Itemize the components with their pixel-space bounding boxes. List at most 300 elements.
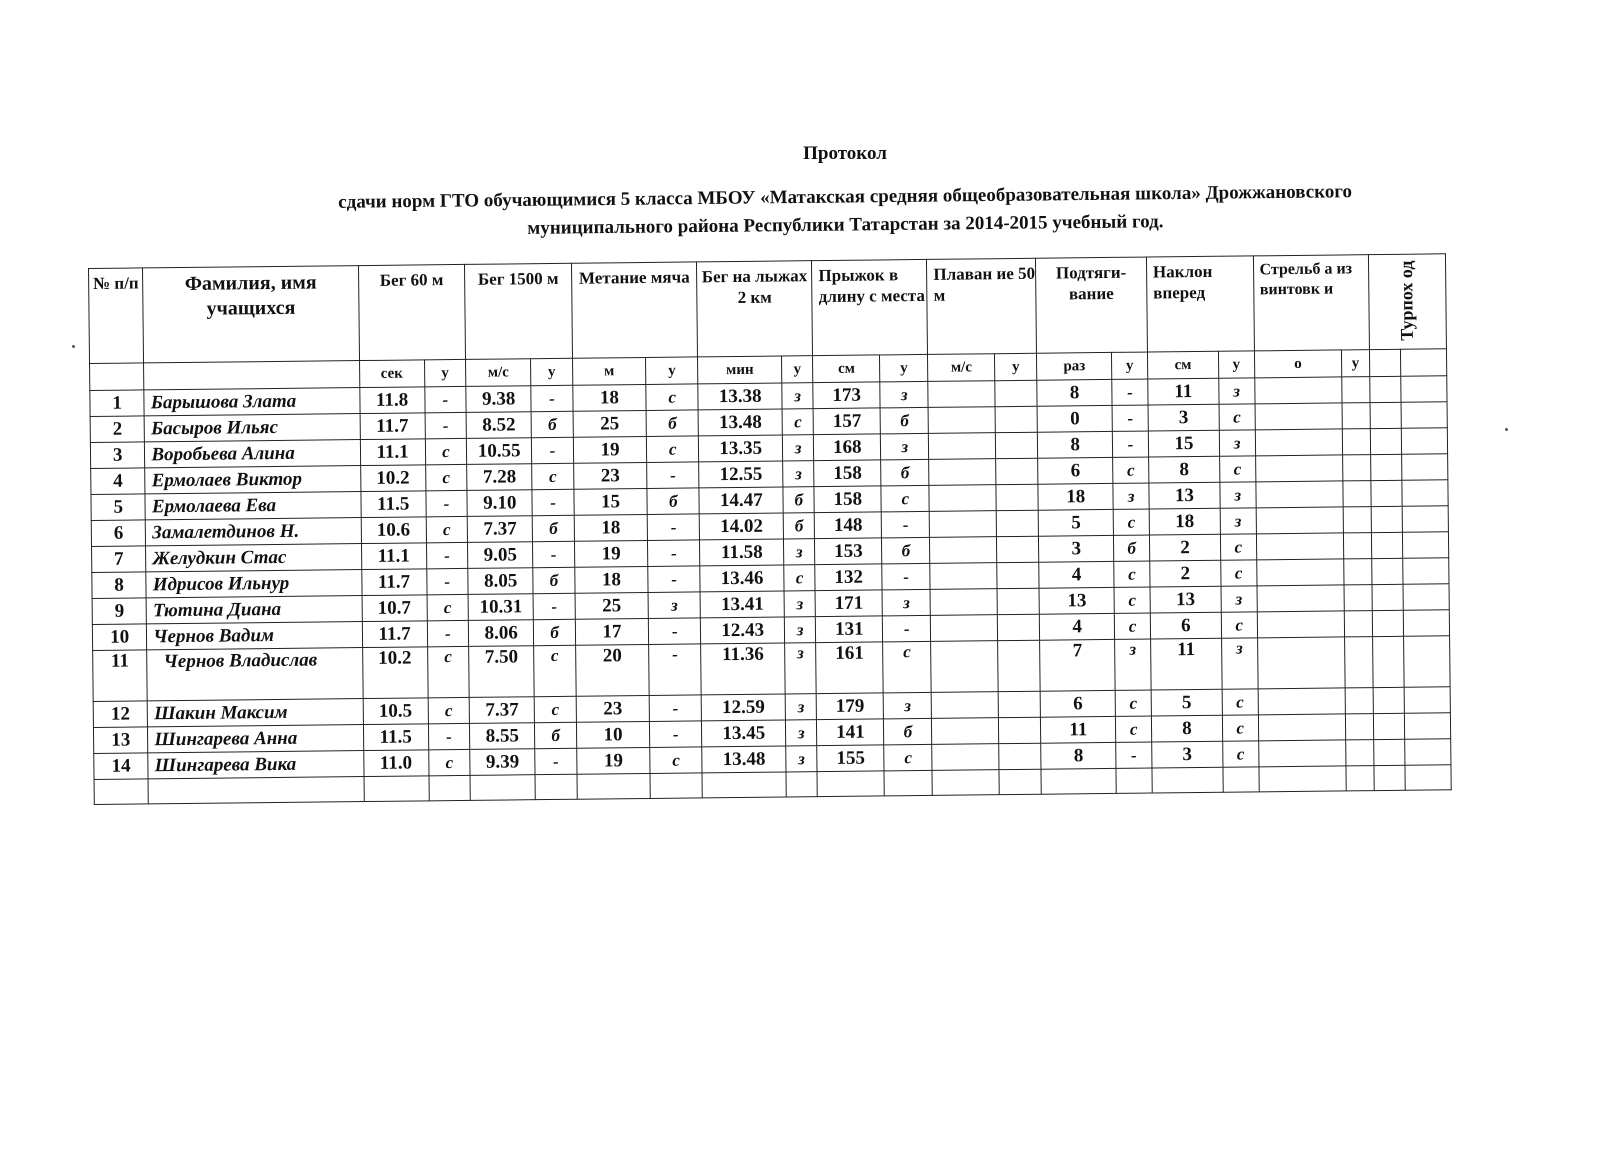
cell-gpul: с (1115, 613, 1151, 639)
cell-jmp: 141 (817, 719, 884, 746)
header-hike-cell (1368, 254, 1447, 350)
cell-g1500: - (533, 593, 575, 619)
cell-empty (998, 691, 1040, 717)
unit-cell: см (813, 355, 880, 383)
cell-pul: 8 (1037, 431, 1113, 458)
cell-empty (1255, 429, 1343, 456)
results-body (90, 376, 1451, 780)
header-num: № п/п (89, 268, 144, 364)
cell-gpul: с (1116, 716, 1152, 742)
cell-gbnd: с (1222, 715, 1258, 741)
cell-r60: 11.1 (361, 543, 426, 570)
cell-ski: 13.45 (702, 720, 786, 747)
cell-empty (1372, 584, 1404, 610)
cell-thr: 19 (573, 436, 646, 463)
cell-r1500: 9.39 (470, 749, 535, 776)
page-title: Протокол (803, 143, 887, 164)
cell-empty (996, 458, 1038, 484)
cell-gski: з (786, 746, 818, 772)
cell-name: Ермолаев Виктор (145, 466, 361, 494)
header-ski: Бег на лыжах 2 км (697, 261, 813, 357)
cell-empty (995, 406, 1037, 432)
cell-g1500: - (531, 385, 573, 411)
cell-jmp: 132 (815, 564, 882, 591)
cell-r60: 10.2 (362, 647, 427, 699)
cell-r1500: 7.28 (467, 464, 532, 491)
cell-empty (1404, 713, 1450, 739)
cell-empty (998, 640, 1040, 691)
cell-empty (1343, 429, 1370, 455)
cell-jmp: 153 (815, 538, 882, 565)
cell-gpul: с (1114, 587, 1150, 613)
cell-ski: 13.48 (702, 746, 786, 773)
header-hike: Турпох од (1395, 260, 1417, 341)
header-run1500: Бег 1500 м (465, 263, 573, 359)
cell-pul: 4 (1039, 613, 1115, 640)
cell-jmp: 157 (813, 408, 880, 435)
cell-empty (930, 589, 997, 616)
cell-empty (1257, 585, 1345, 612)
cell-r1500: 9.38 (466, 386, 531, 413)
cell-n: 9 (92, 598, 147, 625)
cell-empty (1404, 687, 1450, 713)
cell-g1500: б (533, 619, 575, 645)
cell-gthr: з (648, 592, 701, 619)
cell-empty (997, 536, 1039, 562)
unit-cell: у (1218, 351, 1254, 378)
cell-gthr: с (646, 384, 699, 411)
cell-name: Шакин Максим (148, 699, 364, 727)
cell-gthr: с (650, 747, 703, 774)
cell-empty (1373, 739, 1405, 765)
cell-jmp: 155 (817, 745, 884, 772)
cell-empty (932, 692, 999, 719)
cell-ski: 12.43 (701, 617, 785, 644)
cell-bnd: 13 (1149, 482, 1220, 509)
cell-r60: 10.5 (363, 698, 428, 725)
header-throw: Метание мяча (571, 262, 697, 358)
cell-jmp: 161 (816, 642, 883, 694)
cell-thr: 18 (574, 514, 647, 541)
cell-empty (1344, 533, 1371, 559)
cell-r60: 11.7 (362, 621, 427, 648)
cell-gski: з (784, 591, 816, 617)
cell-empty (1344, 559, 1371, 585)
unit-cell: у (1112, 352, 1148, 379)
cell-g60: - (427, 620, 469, 646)
cell-gthr: - (648, 566, 701, 593)
cell-empty (996, 484, 1038, 510)
scan-speck (72, 345, 75, 348)
cell-empty (1342, 403, 1369, 429)
cell-pul: 13 (1039, 587, 1115, 614)
cell-name: Барышова Злата (144, 388, 360, 416)
cell-empty (1342, 377, 1369, 403)
cell-empty (1371, 532, 1403, 558)
cell-bnd: 15 (1148, 430, 1219, 457)
cell-g1500: - (533, 541, 575, 567)
cell-ski: 13.46 (700, 565, 784, 592)
cell-g1500: б (532, 515, 574, 541)
cell-gjmp: - (882, 563, 930, 590)
cell-pul: 7 (1040, 639, 1116, 691)
cell-gbnd: з (1221, 586, 1257, 612)
cell-empty (1257, 637, 1345, 689)
cell-empty (1403, 558, 1449, 584)
cell-g60: с (425, 464, 467, 490)
cell-g1500: с (534, 696, 576, 722)
header-row (89, 254, 1447, 364)
cell-gpul: с (1114, 509, 1150, 535)
cell-empty (1370, 454, 1402, 480)
header-swim: Плаван ие 50 м (927, 258, 1037, 354)
unit-cell: м (572, 357, 645, 385)
cell-pul: 4 (1039, 561, 1115, 588)
unit-cell: у (1342, 350, 1369, 377)
cell-gbnd: с (1221, 612, 1257, 638)
cell-bnd: 3 (1148, 404, 1219, 431)
cell-n: 5 (91, 494, 146, 521)
cell-gthr: - (648, 618, 701, 645)
cell-gski: з (783, 539, 815, 565)
cell-r1500: 8.06 (469, 620, 534, 647)
cell-bnd: 8 (1151, 715, 1222, 742)
page-subtitle (225, 177, 1466, 245)
cell-r1500: 7.50 (469, 646, 534, 698)
cell-gski: з (783, 461, 815, 487)
unit-cell: у (880, 354, 928, 382)
cell-pul: 6 (1038, 457, 1114, 484)
cell-bnd: 5 (1151, 689, 1222, 716)
cell-jmp: 158 (814, 486, 881, 513)
cell-gthr: - (647, 462, 700, 489)
cell-empty (1401, 402, 1447, 428)
cell-r1500: 10.31 (468, 594, 533, 621)
cell-empty (1258, 714, 1346, 741)
cell-gpul: - (1112, 379, 1148, 405)
cell-g60: с (428, 697, 470, 723)
cell-ski: 12.59 (702, 694, 786, 721)
cell-gthr: б (647, 488, 700, 515)
unit-cell: у (782, 356, 814, 383)
cell-n: 8 (92, 572, 147, 599)
cell-empty (1405, 739, 1451, 765)
cell-gpul: з (1113, 483, 1149, 509)
cell-empty (931, 641, 998, 693)
cell-g60: с (425, 438, 467, 464)
cell-empty (1402, 480, 1448, 506)
cell-gbnd: з (1220, 508, 1256, 534)
cell-gjmp: б (882, 537, 930, 564)
cell-pul: 3 (1039, 535, 1115, 562)
cell-r1500: 7.37 (469, 697, 534, 724)
cell-empty (1402, 532, 1448, 558)
cell-gjmp: з (882, 589, 930, 616)
cell-jmp: 148 (815, 512, 882, 539)
cell-n: 2 (90, 416, 145, 443)
cell-n: 1 (90, 390, 145, 417)
cell-gjmp: з (883, 692, 931, 719)
cell-jmp: 168 (814, 434, 881, 461)
cell-r1500: 9.05 (468, 542, 533, 569)
cell-pul: 6 (1040, 690, 1116, 717)
cell-empty (1343, 455, 1370, 481)
cell-r1500: 8.05 (468, 568, 533, 595)
cell-empty (1370, 402, 1402, 428)
cell-name: Идрисов Ильнур (146, 570, 362, 598)
cell-empty (996, 510, 1038, 536)
cell-empty (929, 433, 996, 460)
cell-jmp: 158 (814, 460, 881, 487)
unit-cell: мин (698, 356, 782, 384)
cell-gpul: - (1116, 742, 1152, 768)
cell-thr: 19 (574, 540, 647, 567)
cell-thr: 23 (574, 462, 647, 489)
cell-n: 12 (93, 701, 148, 728)
cell-empty (1373, 687, 1405, 713)
cell-thr: 25 (573, 410, 646, 437)
cell-name: Желудкин Стас (146, 544, 362, 572)
cell-empty (1255, 481, 1343, 508)
cell-empty (998, 614, 1040, 640)
cell-gpul: - (1112, 405, 1148, 431)
cell-g1500: - (532, 489, 574, 515)
cell-g1500: б (531, 411, 573, 437)
header-pullup: Подтяги- вание (1036, 257, 1148, 353)
cell-empty (1403, 636, 1450, 687)
cell-pul: 18 (1038, 483, 1114, 510)
cell-empty (932, 744, 999, 771)
cell-empty (930, 537, 997, 564)
cell-empty (999, 743, 1041, 769)
cell-bnd: 2 (1149, 534, 1220, 561)
units-blank-num (90, 363, 145, 391)
cell-g1500: с (534, 645, 576, 696)
cell-empty (1256, 507, 1344, 534)
cell-r1500: 8.52 (466, 412, 531, 439)
header-jump: Прыжок в длину с места (812, 259, 928, 355)
cell-name: Шингарева Анна (148, 725, 364, 753)
header-name: Фамилия, имя учащихся (143, 266, 359, 363)
cell-r60: 11.0 (363, 750, 428, 777)
unit-cell: сек (359, 360, 424, 388)
cell-g60: - (424, 386, 466, 412)
results-table-wrapper (88, 253, 1452, 805)
cell-gpul: з (1115, 639, 1151, 690)
unit-cell: у (424, 359, 466, 386)
cell-empty (1255, 455, 1343, 482)
cell-gbnd: з (1219, 378, 1255, 404)
cell-gski: з (785, 720, 817, 746)
cell-empty (929, 485, 996, 512)
cell-bnd: 13 (1150, 586, 1221, 613)
cell-thr: 25 (575, 592, 648, 619)
cell-r1500: 8.55 (470, 723, 535, 750)
cell-gthr: - (649, 695, 702, 722)
cell-bnd: 11 (1150, 638, 1222, 690)
cell-g1500: б (535, 722, 577, 748)
unit-cell: см (1147, 351, 1218, 379)
cell-empty (930, 511, 997, 538)
cell-empty (1373, 713, 1405, 739)
cell-gbnd: с (1220, 534, 1256, 560)
cell-g60: - (428, 723, 470, 749)
cell-empty (928, 407, 995, 434)
cell-ski: 13.48 (698, 409, 782, 436)
cell-gbnd: з (1222, 638, 1258, 689)
cell-empty (1257, 611, 1345, 638)
cell-thr: 10 (576, 721, 649, 748)
cell-thr: 23 (576, 695, 649, 722)
cell-g60: - (425, 490, 467, 516)
cell-gthr: с (646, 436, 699, 463)
cell-gthr: - (650, 721, 703, 748)
cell-gjmp: з (881, 433, 929, 460)
cell-pul: 8 (1041, 742, 1117, 769)
cell-r60: 11.7 (361, 569, 426, 596)
cell-empty (1402, 506, 1448, 532)
subtitle-line-1: сдачи норм ГТО обучающимися 5 класса МБОУ «Матакская средняя общеобразовательная школа» Дрожжановского (338, 181, 1353, 213)
cell-ski: 13.41 (700, 591, 784, 618)
cell-r60: 10.2 (360, 465, 425, 492)
cell-gjmp: с (881, 485, 929, 512)
cell-g60: с (426, 516, 468, 542)
cell-name: Чернов Владислав (147, 648, 363, 701)
cell-bnd: 3 (1152, 741, 1223, 768)
unit-cell: о (1254, 350, 1342, 378)
cell-empty (1254, 377, 1342, 404)
cell-empty (1372, 610, 1404, 636)
cell-bnd: 18 (1149, 508, 1220, 535)
cell-gbnd: с (1220, 456, 1256, 482)
header-bend: Наклон вперед (1146, 256, 1254, 352)
unit-cell: у (531, 358, 573, 385)
cell-gjmp: б (881, 459, 929, 486)
cell-gski: б (783, 487, 815, 513)
cell-gbnd: з (1220, 482, 1256, 508)
cell-empty (1345, 611, 1372, 637)
cell-g1500: - (535, 748, 577, 774)
cell-ski: 11.58 (700, 539, 784, 566)
cell-gbnd: с (1219, 404, 1255, 430)
cell-empty (1401, 454, 1447, 480)
unit-cell: у (646, 357, 699, 385)
cell-ski: 12.55 (699, 461, 783, 488)
cell-empty (995, 380, 1037, 406)
cell-gjmp: с (884, 744, 932, 771)
cell-r60: 11.1 (360, 439, 425, 466)
cell-n: 11 (93, 650, 148, 702)
cell-ski: 13.38 (698, 383, 782, 410)
cell-thr: 20 (576, 644, 650, 696)
cell-name: Шингарева Вика (148, 751, 364, 779)
cell-ski: 13.35 (699, 435, 783, 462)
cell-gski: с (782, 409, 814, 435)
unit-cell: у (995, 353, 1037, 380)
cell-ski: 14.47 (699, 487, 783, 514)
cell-name: Тютина Диана (146, 596, 362, 624)
cell-g60: с (427, 594, 469, 620)
subtitle-line-2: муниципального района Республики Татарстан за 2014-2015 учебный год. (527, 210, 1164, 239)
cell-g60: - (426, 542, 468, 568)
cell-empty (997, 562, 1039, 588)
cell-n: 13 (93, 727, 148, 754)
unit-cell: м/с (928, 354, 995, 382)
cell-n: 14 (94, 753, 149, 780)
unit-cell (1400, 349, 1446, 376)
cell-thr: 18 (575, 566, 648, 593)
cell-empty (1258, 740, 1346, 767)
cell-name: Басыров Ильяс (144, 414, 360, 442)
cell-gjmp: б (884, 718, 932, 745)
cell-jmp: 179 (817, 693, 884, 720)
cell-thr: 17 (575, 618, 648, 645)
cell-empty (997, 588, 1039, 614)
cell-empty (929, 459, 996, 486)
cell-empty (1344, 585, 1371, 611)
header-shoot: Стрельб а из винтовк и (1253, 255, 1369, 351)
cell-gpul: б (1114, 535, 1150, 561)
cell-empty (1345, 688, 1372, 714)
cell-empty (928, 381, 995, 408)
cell-r60: 10.7 (362, 595, 427, 622)
cell-g60: с (427, 646, 469, 697)
cell-empty (1370, 480, 1402, 506)
cell-gjmp: - (881, 511, 929, 538)
cell-empty (1343, 507, 1370, 533)
cell-gski: з (785, 694, 817, 720)
cell-ski: 14.02 (700, 513, 784, 540)
cell-gbnd: с (1222, 689, 1258, 715)
cell-gpul: с (1113, 457, 1149, 483)
cell-r60: 11.7 (360, 413, 425, 440)
cell-gpul: с (1114, 561, 1150, 587)
cell-empty (1372, 636, 1404, 687)
results-table (88, 253, 1452, 805)
cell-r60: 10.6 (361, 517, 426, 544)
cell-jmp: 171 (815, 590, 882, 617)
cell-pul: 0 (1037, 405, 1113, 432)
cell-empty (1403, 610, 1449, 636)
cell-empty (1370, 428, 1402, 454)
cell-gski: з (782, 435, 814, 461)
cell-g60: - (426, 568, 468, 594)
cell-empty (1345, 637, 1373, 688)
cell-g1500: б (533, 567, 575, 593)
cell-empty (1346, 714, 1373, 740)
cell-n: 7 (92, 546, 147, 573)
cell-gjmp: с (883, 641, 932, 693)
cell-gpul: с (1115, 690, 1151, 716)
unit-cell: м/с (466, 359, 531, 387)
cell-gthr: - (648, 540, 701, 567)
cell-empty (1256, 559, 1344, 586)
cell-r1500: 7.37 (468, 516, 533, 543)
cell-g60: с (428, 749, 470, 775)
cell-pul: 5 (1038, 509, 1114, 536)
cell-ski: 11.36 (701, 643, 785, 695)
unit-cell (1369, 349, 1401, 376)
cell-gjmp: з (880, 381, 928, 408)
cell-r60: 11.8 (360, 387, 425, 414)
cell-r60: 11.5 (363, 724, 428, 751)
cell-thr: 18 (573, 384, 646, 411)
cell-jmp: 173 (813, 382, 880, 409)
cell-pul: 11 (1041, 716, 1117, 743)
cell-empty (1371, 558, 1403, 584)
scan-speck (1505, 428, 1508, 431)
cell-empty (1256, 533, 1344, 560)
